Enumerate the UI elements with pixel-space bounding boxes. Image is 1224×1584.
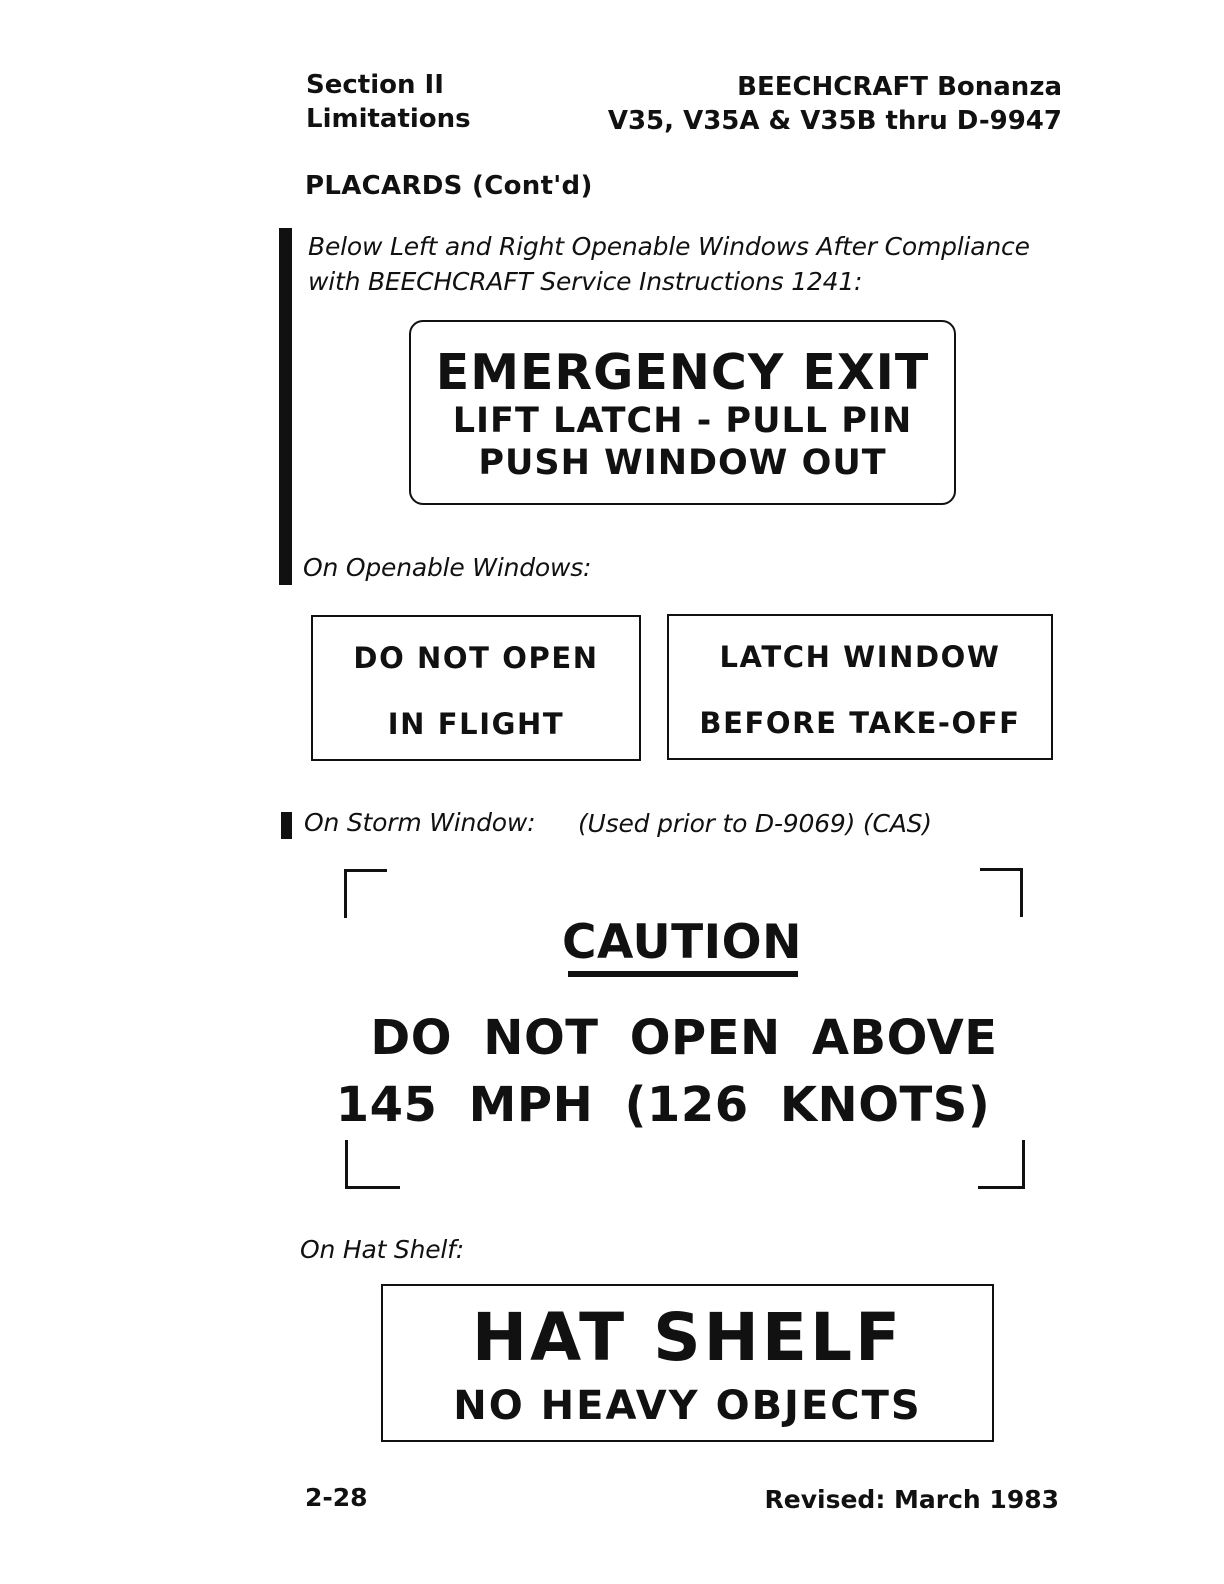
revision-date: Revised: March 1983 [764, 1485, 1059, 1514]
openable-windows-caption: On Openable Windows: [303, 553, 592, 582]
placard-line: LIFT LATCH - PULL PIN [452, 401, 913, 441]
caption-line: Below Left and Right Openable Windows After Compliance [308, 232, 1030, 261]
crop-mark-top-right [980, 868, 1023, 917]
placard-line: LATCH WINDOW [719, 640, 1001, 674]
revision-bar [281, 812, 292, 839]
caution-underline [568, 971, 798, 977]
page-title: PLACARDS (Cont'd) [305, 171, 593, 201]
section-number: Section II [306, 70, 444, 100]
page-number: 2-28 [305, 1483, 368, 1512]
latch-window-placard [667, 614, 1053, 760]
windows-after-compliance-caption [308, 229, 1030, 299]
hat-shelf-caption: On Hat Shelf: [300, 1235, 465, 1264]
aircraft-model-header [608, 70, 1062, 138]
caution-line: 145 MPH (126 KNOTS) [335, 1077, 991, 1133]
emergency-exit-placard [409, 320, 956, 505]
hat-shelf-placard [381, 1284, 994, 1442]
aircraft-models: V35, V35A & V35B thru D-9947 [607, 106, 1062, 136]
crop-mark-top-left [344, 869, 387, 918]
caution-line: DO NOT OPEN ABOVE [370, 1010, 998, 1066]
caution-title: CAUTION [562, 915, 802, 970]
placard-heading: EMERGENCY EXIT [435, 344, 930, 401]
placard-line: BEFORE TAKE-OFF [699, 706, 1021, 740]
placard-line: DO NOT OPEN [353, 641, 599, 675]
storm-window-caption: On Storm Window: [304, 808, 536, 837]
placard-line: PUSH WINDOW OUT [478, 443, 887, 483]
section-header [306, 68, 471, 136]
placard-line: IN FLIGHT [387, 707, 565, 741]
caption-line: with BEECHCRAFT Service Instructions 1241: [308, 267, 863, 296]
placard-line: NO HEAVY OBJECTS [453, 1383, 922, 1429]
aircraft-name: BEECHCRAFT Bonanza [737, 72, 1062, 102]
storm-window-note: (Used prior to D-9069) (CAS) [578, 809, 932, 838]
revision-bar [279, 228, 292, 585]
section-name: Limitations [306, 104, 471, 134]
do-not-open-placard [311, 615, 641, 761]
crop-mark-bottom-left [345, 1140, 400, 1189]
crop-mark-bottom-right [978, 1140, 1025, 1189]
placard-heading: HAT SHELF [471, 1299, 904, 1376]
